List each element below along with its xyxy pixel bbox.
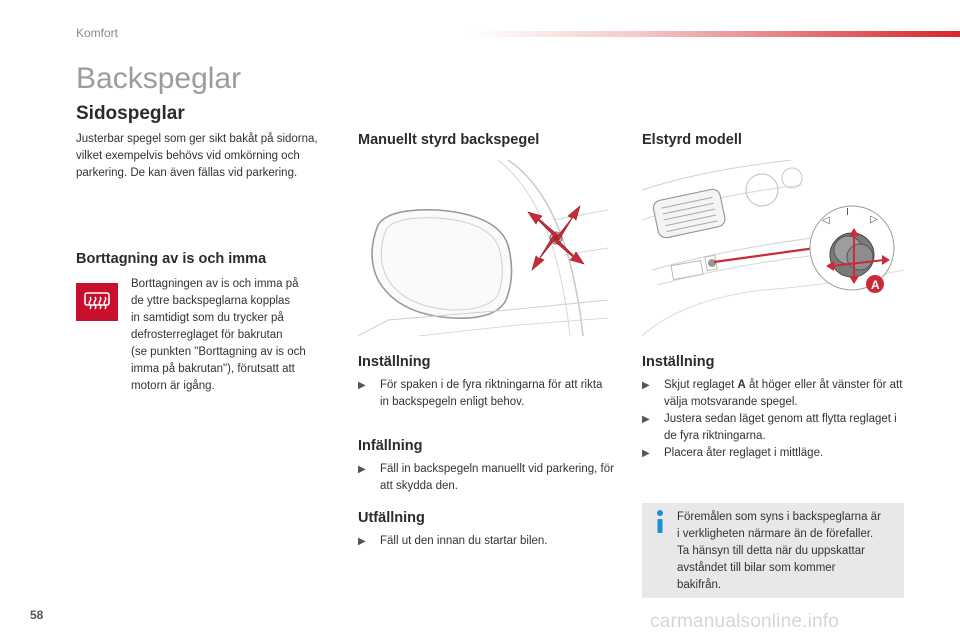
manual-mirror-illustration — [358, 160, 608, 336]
bullet-icon: ▶ — [642, 380, 650, 391]
intro-paragraph: Justerbar spegel som ger sikt bakåt på sidorna, vilket exempelvis behövs vid omkörning och parkering. De kan även fällas vid parkering. — [76, 133, 318, 179]
list-item: ▶ Fäll in backspegeln manuellt vid parkering, för att skydda den. — [358, 463, 614, 492]
defrost-line: Borttagningen av is och imma på — [131, 278, 299, 290]
bullet-icon: ▶ — [358, 464, 366, 475]
svg-text:I: I — [846, 207, 849, 218]
watermark: carmanualsonline.info — [650, 611, 840, 632]
bullet-icon: ▶ — [642, 414, 650, 425]
defrost-line: de yttre backspeglarna kopplas — [131, 295, 291, 307]
unfold-title: Utfällning — [358, 510, 425, 526]
control-label-a: A — [871, 278, 880, 292]
section-title: Sidospeglar — [76, 103, 185, 124]
page-number: 58 — [30, 608, 44, 622]
list-item: ▶ Fäll ut den innan du startar bilen. — [358, 533, 618, 550]
header-gradient-bar — [470, 31, 960, 37]
defrost-line: motorn är igång. — [131, 380, 215, 392]
list-item: ▶ Justera sedan läget genom att flytta reglaget i de fyra riktningarna. — [642, 413, 897, 442]
header-section-label: Komfort — [76, 26, 119, 40]
defrost-description — [131, 276, 331, 395]
electric-adjust-list — [642, 377, 907, 462]
info-text: Föremålen som syns i backspeglarna är i verkligheten närmare än de förefaller. Ta hänsyn till detta när du uppskattar avståndet till bilar som kommer bakifrån. — [677, 511, 881, 591]
svg-text:▷: ▷ — [870, 214, 878, 225]
manual-adjust-title: Inställning — [358, 354, 431, 370]
electric-adjust-title: Inställning — [642, 354, 715, 370]
bullet-icon: ▶ — [358, 380, 366, 391]
electric-mirror-title: Elstyrd modell — [642, 132, 742, 148]
defrost-line: imma på bakrutan"), förutsatt att — [131, 363, 295, 375]
manual-mirror-title: Manuellt styrd backspegel — [358, 132, 540, 148]
fold-list — [358, 461, 618, 495]
fold-title: Infällning — [358, 438, 423, 454]
list-item: ▶ För spaken i de fyra riktningarna för att rikta in backspegeln enligt behov. — [358, 379, 603, 408]
list-item: ▶ Placera åter reglaget i mittläge. — [642, 445, 907, 462]
defrost-line: (se punkten "Borttagning av is och — [131, 346, 306, 358]
bullet-icon: ▶ — [358, 536, 366, 547]
electric-mirror-illustration — [642, 160, 904, 336]
rear-defrost-icon — [76, 283, 118, 321]
info-icon — [652, 509, 668, 535]
manual-adjust-list — [358, 377, 608, 411]
page-title: Backspeglar — [76, 62, 242, 95]
svg-text:◁: ◁ — [822, 215, 830, 226]
bullet-icon: ▶ — [642, 448, 650, 459]
info-box — [642, 503, 904, 598]
list-item: ▶ Skjut reglaget A åt höger eller åt vänster för att välja motsvarande spegel. — [642, 379, 903, 408]
defrost-line: defrosterreglaget för bakrutan — [131, 329, 283, 341]
defrost-title: Borttagning av is och imma — [76, 251, 267, 267]
unfold-list — [358, 533, 618, 550]
defrost-line: in samtidigt som du trycker på — [131, 312, 284, 324]
